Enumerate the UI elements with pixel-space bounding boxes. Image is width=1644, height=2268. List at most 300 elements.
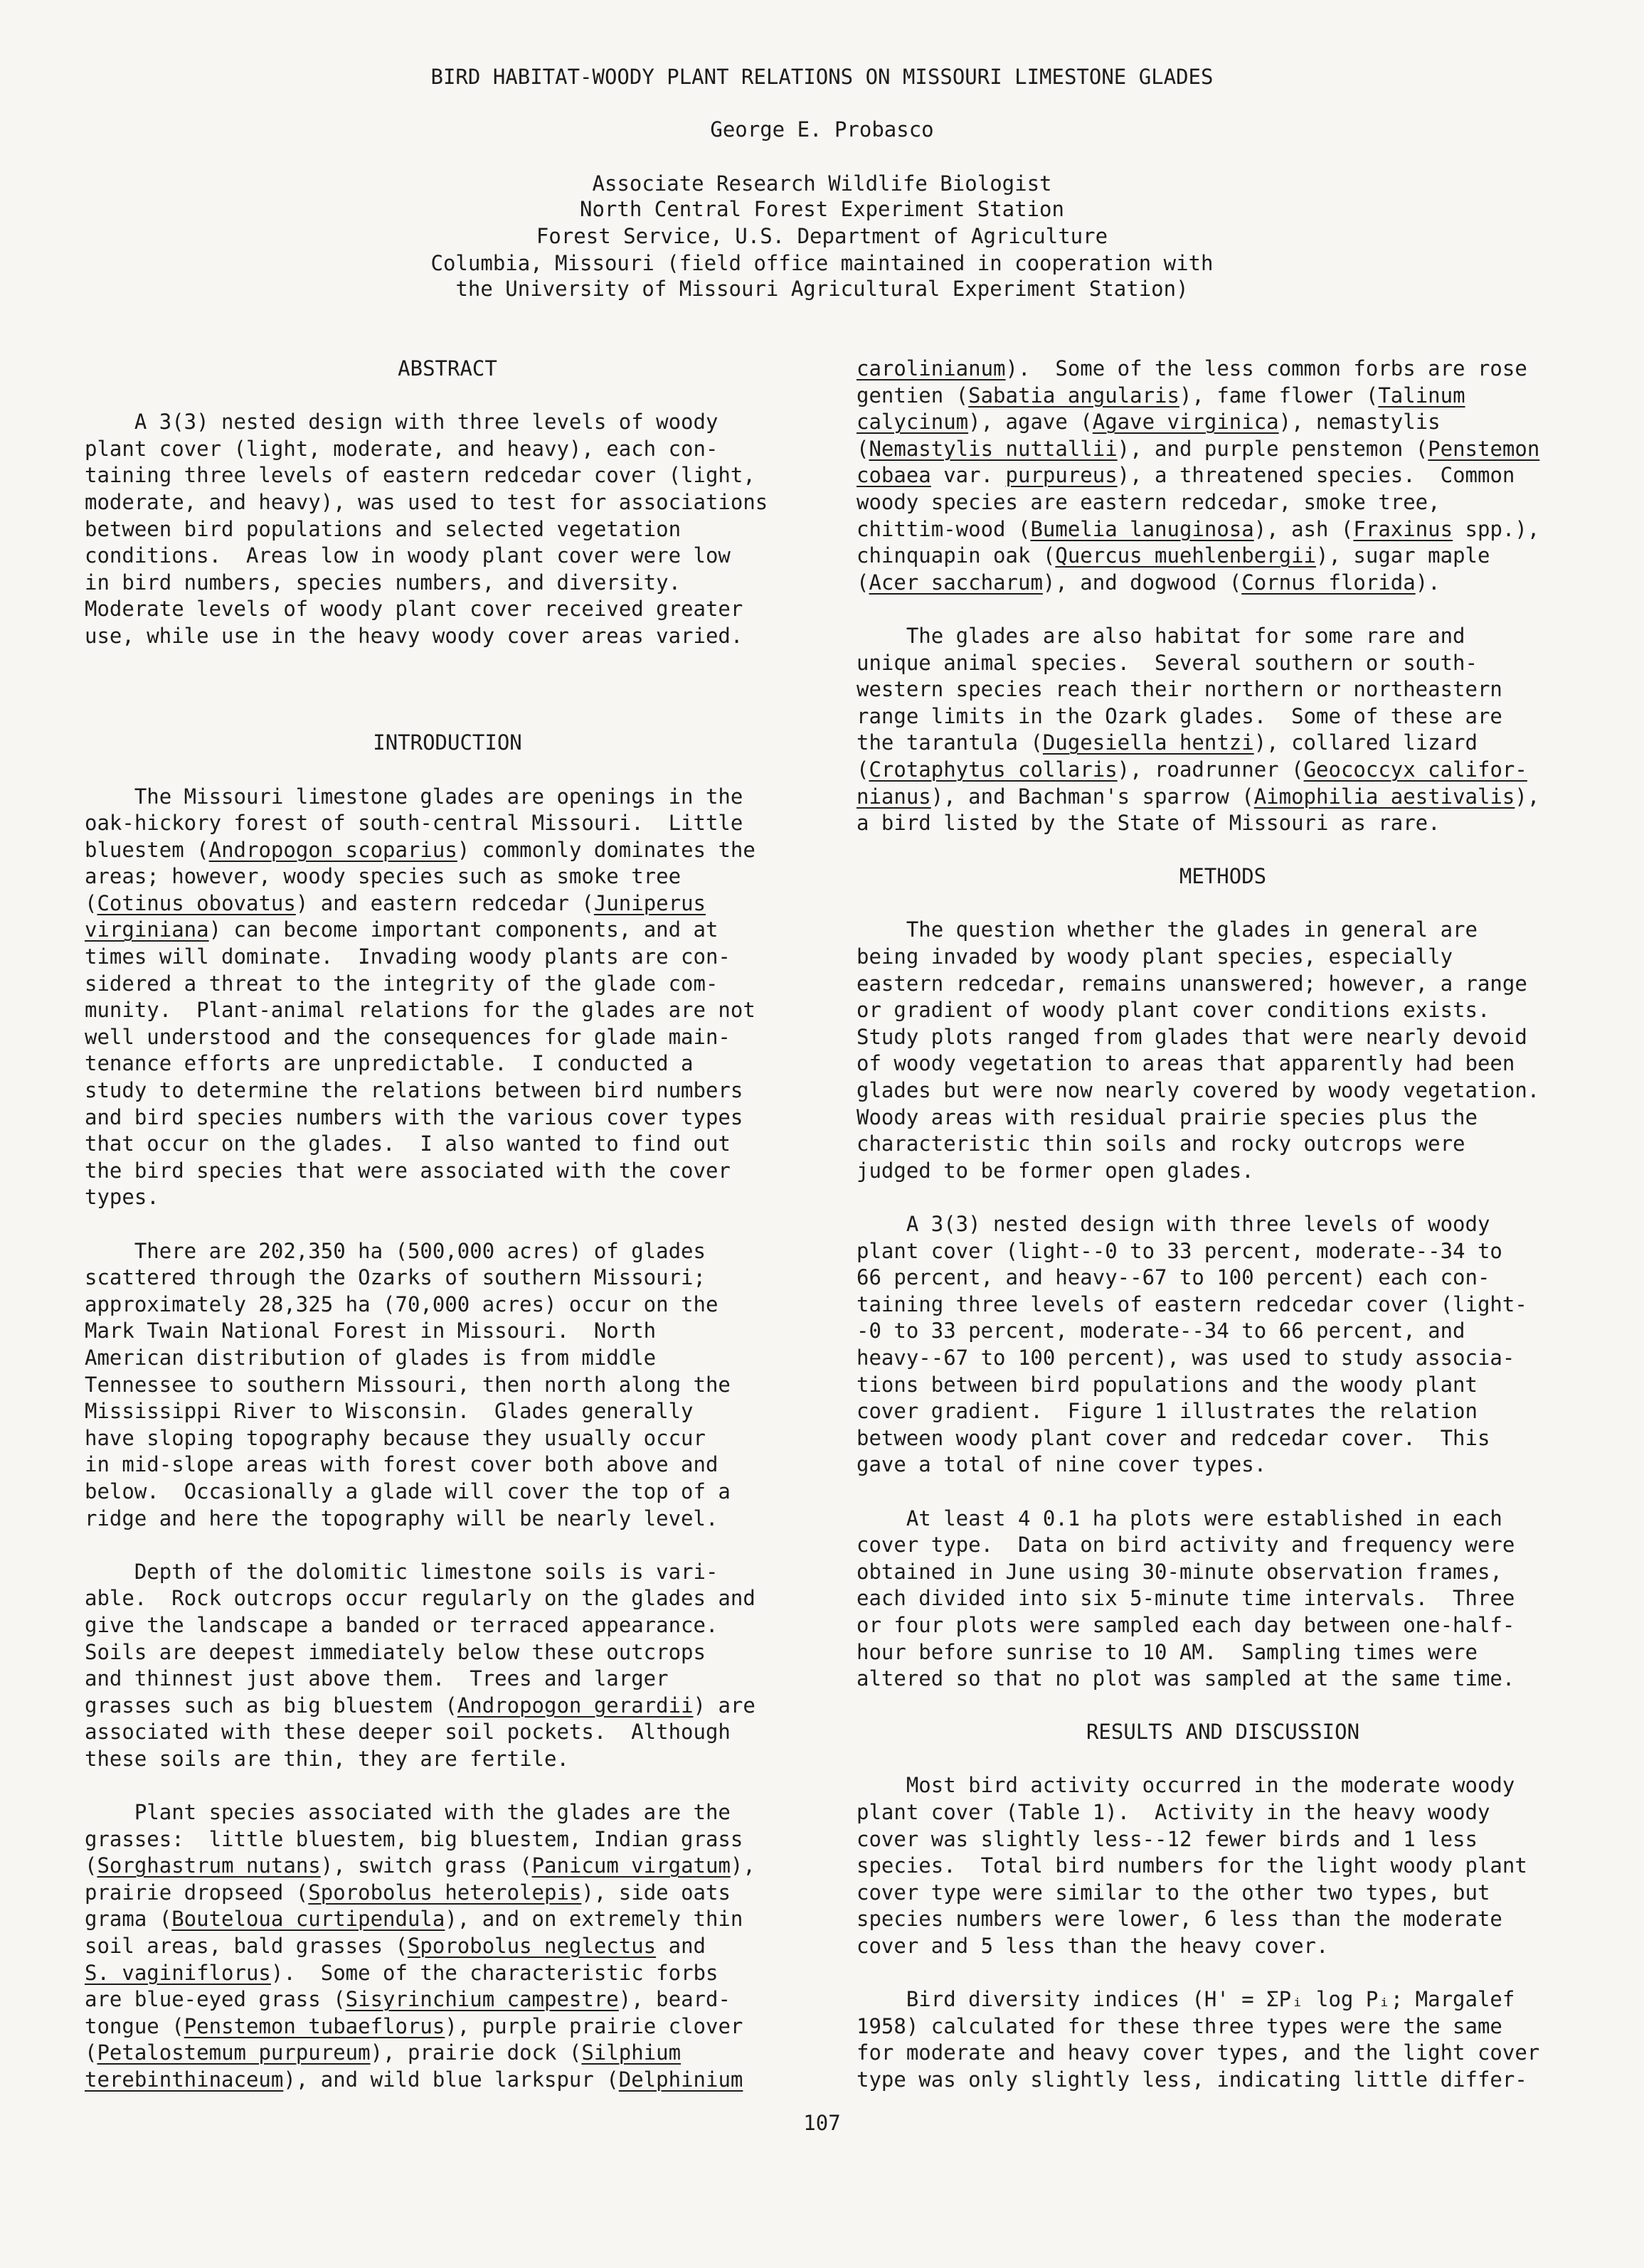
text-line (85, 409, 810, 436)
text-run: and bird species numbers with the various cover types (85, 1104, 743, 1129)
text-run: ) are (693, 1693, 755, 1718)
text-run: being invaded by woody plant species, especially (857, 944, 1453, 969)
text-run: give the landscape a banded or terraced appearance. (85, 1612, 718, 1637)
paragraph-gap (85, 1211, 810, 1238)
text-line (857, 489, 1589, 516)
text-run: Study plots ranged from glades that were nearly devoid (857, 1024, 1527, 1049)
species-name: Sorghastrum nutans (97, 1853, 321, 1878)
text-run: ( (857, 570, 869, 595)
text-run: sidered a threat to the integrity of the glade com- (85, 971, 718, 996)
paragraph-gap (857, 596, 1589, 623)
text-line (857, 2013, 1589, 2040)
text-line (85, 1292, 810, 1319)
paragraph-gap (85, 383, 810, 410)
text-run: ), side oats (581, 1880, 731, 1905)
species-name: Geococcyx califor- (1303, 757, 1527, 782)
text-line (857, 1906, 1589, 1933)
text-run: approximately 28,325 ha (70,000 acres) occur on the (85, 1292, 718, 1316)
text-line (85, 810, 810, 837)
text-run: tenance efforts are unpredictable. I conducted a (85, 1051, 694, 1076)
text-run: Most bird activity occurred in the moderate woody (857, 1773, 1515, 1798)
text-line (857, 2067, 1589, 2094)
text-line (857, 436, 1589, 463)
section-heading: METHODS (1179, 864, 1267, 889)
text-line (857, 409, 1589, 436)
text-line (85, 1799, 810, 1826)
species-name: Sporobolus neglectus (407, 1934, 657, 1959)
text-run: ) can become important components, and at (208, 917, 718, 942)
species-name: S. vaginiflorus (85, 1960, 271, 1985)
text-line (857, 1077, 1589, 1104)
text-line (857, 810, 1589, 837)
text-run: spp.), (1453, 516, 1540, 541)
species-name: Agave virginica (1092, 410, 1279, 435)
text-line (85, 1024, 810, 1051)
text-line (857, 1585, 1589, 1612)
text-run: in bird numbers, species numbers, and diversity. (85, 570, 682, 595)
text-run: judged to be former open glades. (857, 1158, 1254, 1183)
text-run: ), and dogwood ( (1042, 570, 1242, 595)
text-run: ), purple prairie clover (445, 2013, 743, 2038)
text-line (85, 1826, 810, 1853)
text-run: chinquapin oak ( (857, 543, 1056, 568)
text-run: ridge and here the topography will be nearly level. (85, 1506, 718, 1530)
text-run: range limits in the Ozark glades. Some of these are (857, 703, 1502, 728)
paragraph-gap (857, 1479, 1589, 1506)
text-line (85, 462, 810, 489)
species-name: Bouteloua curtipendula (171, 1907, 445, 1932)
text-line (85, 543, 810, 570)
text-line (857, 944, 1589, 971)
text-line (85, 1077, 810, 1104)
text-line (857, 2040, 1589, 2067)
text-run: characteristic thin soils and rocky outcrops were (857, 1132, 1465, 1156)
text-line (857, 1104, 1589, 1132)
text-line (857, 1452, 1589, 1479)
text-run: ), prairie dock ( (370, 2040, 582, 2065)
species-name: Silphium (581, 2040, 682, 2065)
text-run: A 3(3) nested design with three levels of woody (857, 1212, 1490, 1236)
text-line (857, 1880, 1589, 1907)
text-run: ( (85, 890, 97, 915)
text-run: ), and wild blue larkspur ( (283, 2067, 619, 2092)
text-line (85, 596, 810, 623)
species-name: Dugesiella hentzi (1042, 730, 1254, 755)
page-number: 107 (803, 2111, 841, 2135)
text-line (85, 917, 810, 944)
text-run: gentien ( (857, 383, 969, 408)
paragraph-gap (857, 837, 1589, 864)
text-run: gave a total of nine cover types. (857, 1452, 1267, 1477)
text-run: ) commonly dominates the (457, 837, 755, 862)
text-run: ), roadrunner ( (1117, 757, 1304, 782)
species-name: Aimophilia aestivalis (1253, 784, 1515, 809)
right-column (857, 356, 1589, 2094)
text-line (85, 1184, 810, 1211)
text-line (85, 1585, 810, 1612)
species-name: Andropogon gerardii (457, 1693, 694, 1718)
species-name: Sisyrinchium campestre (345, 1987, 619, 2012)
species-name: Quercus muehlenbergii (1055, 543, 1317, 568)
text-line (85, 1238, 810, 1265)
text-line (857, 1933, 1589, 1960)
text-run: ). (1415, 570, 1441, 595)
text-run: American distribution of glades is from middle (85, 1345, 657, 1370)
text-line (857, 1853, 1589, 1880)
text-run: and (656, 1934, 706, 1959)
text-run: Mississippi River to Wisconsin. Glades generally (85, 1399, 694, 1424)
species-name: Cornus florida (1241, 570, 1416, 595)
text-line (857, 543, 1589, 570)
text-run: have sloping topography because they usually occur (85, 1425, 706, 1450)
text-run: plant cover (Table 1). Activity in the heavy woody (857, 1800, 1490, 1825)
text-run: associated with these deeper soil pockets. Although (85, 1720, 731, 1745)
text-line (85, 971, 810, 998)
text-run: ), and on extremely thin (445, 1907, 743, 1932)
text-line (85, 1906, 810, 1933)
species-name: Penstemon (1428, 436, 1540, 461)
text-line (857, 462, 1589, 489)
species-name: Juniperus (593, 890, 706, 915)
text-run: Woody areas with residual prairie species plus the (857, 1104, 1478, 1129)
text-run: Depth of the dolomitic limestone soils is vari- (85, 1559, 718, 1584)
text-run: plant cover (light, moderate, and heavy), each con- (85, 436, 718, 461)
text-run: species. Total bird numbers for the light woody plant (857, 1853, 1527, 1878)
species-name: Sabatia angularis (968, 383, 1179, 408)
text-run: ( (857, 436, 869, 461)
text-line (857, 1050, 1589, 1077)
affiliation-line: Columbia, Missouri (field office maintained in cooperation with (430, 251, 1214, 275)
text-run: 66 percent, and heavy--67 to 100 percent) each con- (857, 1265, 1490, 1290)
text-line (857, 676, 1589, 703)
text-line (857, 623, 1589, 650)
text-line (85, 1345, 810, 1372)
text-line (857, 650, 1589, 677)
paragraph-gap (85, 1532, 810, 1559)
text-line (85, 436, 810, 463)
text-line (85, 1693, 810, 1720)
text-run: Mark Twain National Forest in Missouri. North (85, 1319, 657, 1343)
text-run: types. (85, 1185, 159, 1210)
text-line (857, 383, 1589, 410)
text-line (85, 1398, 810, 1425)
text-line (85, 890, 810, 917)
text-line (85, 2040, 810, 2067)
text-line (85, 1506, 810, 1533)
species-name: Fraxinus (1353, 516, 1453, 541)
text-line (857, 516, 1589, 543)
affiliation-line: Associate Research Wildlife Biologist (592, 171, 1052, 196)
paragraph-gap (85, 650, 810, 730)
text-run: Moderate levels of woody plant cover received greater (85, 597, 743, 622)
species-name: Crotaphytus collaris (869, 757, 1118, 782)
text-run: eastern redcedar, remains unanswered; however, a range (857, 971, 1527, 996)
species-name: purpureus (1005, 463, 1118, 488)
text-run: use, while use in the heavy woody cover areas varied. (85, 623, 743, 648)
text-line (857, 1398, 1589, 1425)
text-line (85, 1612, 810, 1639)
paragraph-gap (85, 757, 810, 784)
text-run: well understood and the consequences for glade main- (85, 1024, 731, 1049)
section-heading: INTRODUCTION (373, 730, 522, 755)
species-name: Sporobolus heterolepis (308, 1880, 582, 1905)
text-run: ), nemastylis (1278, 410, 1441, 435)
text-run: var. (930, 463, 1006, 488)
text-line (857, 1372, 1589, 1399)
text-run: ), (1515, 784, 1540, 809)
text-line (857, 703, 1589, 730)
text-line (85, 489, 810, 516)
text-line (857, 997, 1589, 1024)
text-line (85, 1158, 810, 1185)
text-run: hour before sunrise to 10 AM. Sampling times were (857, 1639, 1478, 1664)
text-line (85, 1666, 810, 1693)
text-run: altered so that no plot was sampled at the same time. (857, 1666, 1515, 1691)
species-name: Acer saccharum (869, 570, 1043, 595)
affiliation-line: Forest Service, U.S. Department of Agriculture (536, 224, 1108, 248)
text-run: ( (857, 757, 869, 782)
text-run: ), fame flower ( (1179, 383, 1379, 408)
text-run: 1958) calculated for these three types were the same (857, 2013, 1502, 2038)
text-run: ), agave ( (968, 410, 1093, 435)
affiliation-line: North Central Forest Experiment Station (580, 197, 1064, 221)
species-name: Penstemon tubaeflorus (184, 2013, 445, 2038)
text-line (85, 1960, 810, 1987)
text-line (85, 1933, 810, 1960)
species-name: Cotinus obovatus (97, 890, 296, 915)
text-run: that occur on the glades. I also wanted to find out (85, 1132, 731, 1156)
text-run: ), sugar maple (1316, 543, 1490, 568)
text-run: At least 4 0.1 ha plots were established in each (857, 1506, 1502, 1530)
species-name: virginiana (85, 917, 209, 942)
text-run: ) and eastern redcedar ( (295, 890, 594, 915)
text-run: taining three levels of eastern redcedar cover (light, (85, 463, 755, 488)
text-line (857, 917, 1589, 944)
text-line (85, 1559, 810, 1586)
text-run: type was only slightly less, indicating little differ- (857, 2067, 1527, 2092)
species-name: Delphinium (618, 2067, 743, 2092)
text-line (857, 784, 1589, 811)
text-run: species numbers were lower, 6 less than the moderate (857, 1907, 1502, 1932)
section-heading: ABSTRACT (398, 356, 497, 380)
text-run: ( (85, 2040, 97, 2065)
text-line (857, 1265, 1589, 1292)
text-line (857, 730, 1589, 757)
species-name: Panicum virgatum (531, 1853, 731, 1878)
text-line (85, 1104, 810, 1132)
text-run: Plant species associated with the glades are the (85, 1800, 731, 1825)
text-run: plant cover (light--0 to 33 percent, moderate--34 to (857, 1238, 1502, 1263)
text-run: tions between bird populations and the woody plant (857, 1372, 1478, 1397)
text-line (857, 1024, 1589, 1051)
paragraph-gap (857, 890, 1589, 917)
text-line (857, 757, 1589, 784)
species-name: Petalostemum purpureum (97, 2040, 371, 2065)
text-run: ), and Bachman's sparrow ( (930, 784, 1254, 809)
text-run: grama ( (85, 1907, 172, 1932)
text-line (857, 1826, 1589, 1853)
text-line (85, 837, 810, 864)
text-run: each divided into six 5-minute time intervals. Three (857, 1586, 1515, 1611)
text-line (85, 1452, 810, 1479)
text-line (857, 1345, 1589, 1372)
text-line (85, 1719, 810, 1746)
text-run: A 3(3) nested design with three levels of woody (85, 410, 718, 435)
text-run: grasses: little bluestem, big bluestem, Indian grass (85, 1826, 743, 1851)
text-run: below. Occasionally a glade will cover the top of a (85, 1479, 731, 1503)
text-line (857, 1986, 1589, 2013)
text-run: grasses such as big bluestem ( (85, 1693, 457, 1718)
text-line (85, 1050, 810, 1077)
text-run: conditions. Areas low in woody plant cover were low (85, 543, 731, 568)
text-line (857, 1532, 1589, 1559)
text-run: obtained in June using 30-minute observation frames, (857, 1559, 1502, 1584)
text-run: soil areas, bald grasses ( (85, 1934, 408, 1959)
text-run: these soils are thin, they are fertile. (85, 1746, 569, 1771)
text-run: prairie dropseed ( (85, 1880, 309, 1905)
section-heading: RESULTS AND DISCUSSION (1086, 1720, 1360, 1745)
species-name: Talinum (1378, 383, 1465, 408)
text-line (85, 1986, 810, 2013)
text-run: ), and purple penstemon ( (1117, 436, 1428, 461)
text-run: ), (730, 1853, 755, 1878)
text-run: western species reach their northern or northeastern (857, 677, 1502, 702)
text-run: bluestem ( (85, 837, 209, 862)
left-column (85, 356, 810, 2094)
text-line (85, 1265, 810, 1292)
species-name: cobaea (857, 463, 931, 488)
text-line (857, 570, 1589, 597)
text-run: ( (85, 1853, 97, 1878)
text-run: a bird listed by the State of Missouri as rare. (857, 811, 1441, 836)
text-run: for moderate and heavy cover types, and the light cover (857, 2040, 1540, 2065)
text-line (857, 1666, 1589, 1693)
text-line (857, 1318, 1589, 1345)
text-line (857, 356, 1589, 383)
paragraph-gap (857, 1184, 1589, 1211)
text-run: moderate, and heavy), was used to test for associations (85, 489, 768, 514)
text-line (857, 1799, 1589, 1826)
text-run: The Missouri limestone glades are openings in the (85, 784, 743, 809)
text-run: oak-hickory forest of south-central Missouri. Little (85, 811, 743, 836)
text-run: times will dominate. Invading woody plants are con- (85, 944, 731, 969)
text-run: between bird populations and selected vegetation (85, 516, 682, 541)
text-run: cover was slightly less--12 fewer birds and 1 less (857, 1826, 1478, 1851)
text-line (857, 1612, 1589, 1639)
text-line (85, 1318, 810, 1345)
text-line (857, 1506, 1589, 1533)
text-line (857, 1559, 1589, 1586)
text-line (857, 1211, 1589, 1238)
text-line (857, 1292, 1589, 1319)
species-name: calycinum (857, 410, 969, 435)
paragraph-gap (85, 1772, 810, 1799)
text-line (85, 1639, 810, 1666)
text-line (857, 1238, 1589, 1265)
text-line (85, 2067, 810, 2094)
text-run: the bird species that were associated with the cover (85, 1158, 731, 1183)
text-line (857, 1639, 1589, 1666)
text-run: are blue-eyed grass ( (85, 1987, 346, 2012)
paragraph-gap (857, 1693, 1589, 1720)
text-run: ), collared lizard (1253, 730, 1478, 755)
text-line (85, 1425, 810, 1452)
text-line (85, 570, 810, 597)
text-line (85, 1746, 810, 1773)
text-run: cover type. Data on bird activity and frequency were (857, 1533, 1515, 1558)
text-run: and thinnest just above them. Trees and larger (85, 1666, 669, 1691)
text-line (857, 971, 1589, 998)
text-run: glades but were now nearly covered by woody vegetation. (857, 1078, 1540, 1103)
paper-title: BIRD HABITAT-WOODY PLANT RELATIONS ON MISSOURI LIMESTONE GLADES (430, 65, 1214, 89)
text-run: Bird diversity indices (H' = ΣPᵢ log Pᵢ; Margalef (857, 1987, 1515, 2012)
text-run: Soils are deepest immediately below these outcrops (85, 1639, 706, 1664)
text-run: munity. Plant-animal relations for the glades are not (85, 998, 755, 1023)
paragraph-gap (857, 1746, 1589, 1773)
text-run: cover type were similar to the other two types, but (857, 1880, 1490, 1905)
text-run: heavy--67 to 100 percent), was used to study associa- (857, 1345, 1515, 1370)
text-run: between woody plant cover and redcedar cover. This (857, 1425, 1490, 1450)
text-line (85, 1372, 810, 1399)
text-run: unique animal species. Several southern or south- (857, 650, 1478, 675)
text-line (85, 1479, 810, 1506)
text-run: ), beard- (618, 1987, 731, 2012)
text-run: of woody vegetation to areas that apparently had been (857, 1051, 1515, 1076)
text-line (85, 784, 810, 811)
text-line (85, 863, 810, 890)
text-run: ), ash ( (1253, 516, 1354, 541)
text-run: ). Some of the characteristic forbs (270, 1960, 718, 1985)
text-run: chittim-wood ( (857, 516, 1031, 541)
text-run: cover gradient. Figure 1 illustrates the relation (857, 1399, 1478, 1424)
text-line (85, 1880, 810, 1907)
text-run: scattered through the Ozarks of southern Missouri; (85, 1265, 706, 1290)
text-run: woody species are eastern redcedar, smoke tree, (857, 489, 1441, 514)
text-run: taining three levels of eastern redcedar cover (light- (857, 1292, 1527, 1316)
species-name: nianus (857, 784, 931, 809)
text-line (857, 1772, 1589, 1799)
text-run: tongue ( (85, 2013, 184, 2038)
text-run: Tennessee to southern Missouri, then north along the (85, 1372, 731, 1397)
text-line (857, 1158, 1589, 1185)
text-run: or gradient of woody plant cover conditions exists. (857, 998, 1490, 1023)
text-run: -0 to 33 percent, moderate--34 to 66 percent, and (857, 1319, 1465, 1343)
text-run: areas; however, woody species such as smoke tree (85, 864, 682, 889)
text-run: ). Some of the less common forbs are rose (1005, 356, 1527, 380)
author-name: George E. Probasco (710, 117, 934, 142)
text-run: ), a threatened species. Common (1117, 463, 1515, 488)
text-line (85, 516, 810, 543)
text-run: study to determine the relations between bird numbers (85, 1078, 743, 1103)
text-run: The question whether the glades in general are (857, 917, 1478, 942)
text-run: ), switch grass ( (320, 1853, 532, 1878)
affiliation-line: the University of Missouri Agricultural Experiment Station) (455, 277, 1189, 301)
species-name: Andropogon scoparius (208, 837, 457, 862)
text-run: There are 202,350 ha (500,000 acres) of glades (85, 1238, 706, 1263)
text-run: the tarantula ( (857, 730, 1043, 755)
text-run: cover and 5 less than the heavy cover. (857, 1934, 1329, 1959)
text-line (85, 1131, 810, 1158)
species-name: terebinthinaceum (85, 2067, 284, 2092)
text-run: in mid-slope areas with forest cover both above and (85, 1452, 718, 1477)
species-name: Nemastylis nuttallii (869, 436, 1118, 461)
text-run: able. Rock outcrops occur regularly on the glades and (85, 1586, 755, 1611)
species-name: Bumelia lanuginosa (1030, 516, 1254, 541)
text-line (857, 1425, 1589, 1452)
text-run: The glades are also habitat for some rare and (857, 623, 1465, 648)
text-line (85, 997, 810, 1024)
text-line (85, 2013, 810, 2040)
